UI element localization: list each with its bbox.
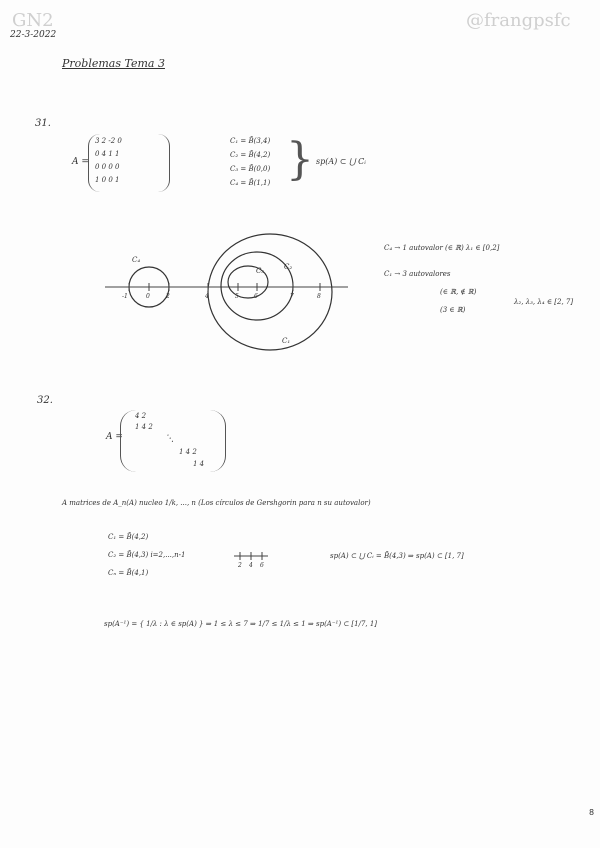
disc-label-c1: C₁ — [282, 337, 291, 345]
page-title: Problemas Tema 3 — [62, 57, 165, 70]
matrix-row: 0 0 0 0 — [95, 163, 120, 171]
disc-label-c4: C₄ — [132, 256, 141, 264]
problem-31-number: 31. — [35, 118, 51, 129]
matrix-row: 0 4 1 1 — [95, 150, 120, 158]
note-c4: C₄ → 1 autovalor (∈ ℝ) λ₁ ∈ [0,2] — [384, 244, 500, 252]
disc-c1: C₁ = B̄(3,4) — [230, 137, 271, 145]
problem-32-matrix-lhs: A = — [106, 432, 123, 442]
problem-32-statement: A matrices de A_n(A) nucleo 1/k, ..., n (Los círculos de Gershgorin para n su autovalor) — [62, 499, 371, 507]
brace: } — [286, 134, 314, 185]
disc-c2: C₂ = B̄(4,2) — [230, 151, 271, 159]
p32-disc-cn: Cₙ = B̄(4,1) — [108, 569, 149, 577]
p32-disc-ci: C₂ = B̄(4,3) i=2,...,n-1 — [108, 551, 186, 559]
note-split-a: (∈ ℝ, ∉ ℝ) — [440, 288, 477, 296]
disc-label-c2: C₂ — [284, 263, 293, 271]
axis-label: 7 — [290, 293, 294, 300]
axis-label: 6 — [254, 293, 258, 300]
page-number: 8 — [589, 808, 595, 817]
p32-final: sp(A⁻¹) = { 1/λ : λ ∈ sp(A) } ⇒ 1 ≤ λ ≤ 7 ⇒ 1/7 ≤ 1/λ ≤ 1 ⇒ sp(A⁻¹) ⊂ [1/7, 1] — [104, 620, 378, 628]
header-date: 22-3-2022 — [10, 30, 57, 40]
note-interval: λ₂, λ₃, λ₄ ∈ [2, 7] — [514, 298, 574, 306]
note-c1: C₁ → 3 autovalores — [384, 270, 451, 278]
number-line-label: 2 — [238, 562, 242, 569]
note-split-b: (3 ∈ ℝ) — [440, 306, 466, 314]
problem-31-spectrum: sp(A) ⊂ ⋃ Cᵢ — [316, 157, 366, 166]
axis-label: 2 — [166, 293, 170, 300]
problem-32-number: 32. — [37, 395, 53, 406]
axis-label: 8 — [317, 293, 321, 300]
number-line-label: 4 — [249, 562, 253, 569]
matrix-row: 3 2 -2 0 — [95, 137, 122, 145]
axis-label: -1 — [122, 293, 128, 300]
axis-label: 0 — [146, 293, 150, 300]
matrix-row: 1 0 0 1 — [95, 176, 120, 184]
p32-union: sp(A) ⊂ ⋃ Cᵢ = B̄(4,3) ⇒ sp(A) ⊂ [1, 7] — [330, 552, 464, 560]
matrix-entry: ⋱ — [165, 434, 174, 444]
disc-c4: C₄ = B̄(1,1) — [230, 179, 271, 187]
problem-31-matrix-lhs: A = — [72, 157, 89, 167]
number-line-label: 6 — [260, 562, 264, 569]
watermark-right: @frangpsfc — [466, 10, 571, 31]
axis-label: 4 — [205, 293, 209, 300]
disc-c3: C₃ = B̄(0,0) — [230, 165, 271, 173]
p32-disc-c1: C₁ = B̄(4,2) — [108, 533, 149, 541]
matrix-entry: 4 2 — [135, 412, 147, 420]
disc-label-c3: C₃ — [256, 267, 265, 275]
matrix-entry: 1 4 2 — [135, 423, 153, 431]
matrix-entry: 1 4 2 — [179, 448, 197, 456]
matrix-entry: 1 4 — [193, 460, 205, 468]
watermark-left: GN2 — [12, 10, 54, 31]
axis-label: 5 — [235, 293, 239, 300]
